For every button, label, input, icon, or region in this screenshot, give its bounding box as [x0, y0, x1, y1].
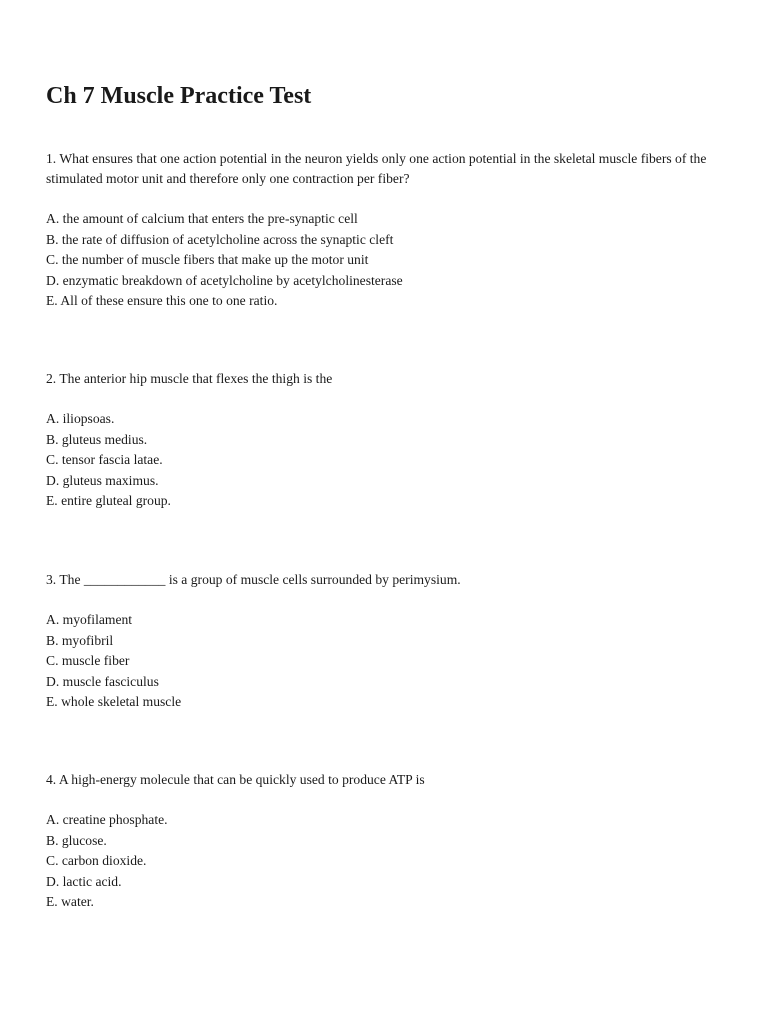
- option-a: A. the amount of calcium that enters the pre-synaptic cell: [46, 211, 358, 226]
- question-text: 2. The anterior hip muscle that flexes the thigh is the: [46, 371, 333, 386]
- option-b: B. gluteus medius.: [46, 431, 148, 447]
- option-d: D. gluteus maximus.: [46, 472, 159, 488]
- option-c: C. carbon dioxide.: [46, 853, 147, 868]
- option-c: C. tensor fascia latae.: [46, 452, 163, 467]
- option-e: E. All of these ensure this one to one ratio.: [46, 293, 278, 308]
- option-a: A. myofilament: [46, 612, 133, 627]
- option-b: B. the rate of diffusion of acetylcholine across the synaptic cleft: [46, 231, 394, 247]
- question-4: [46, 770, 736, 913]
- answer-options: [46, 810, 736, 913]
- option-b: B. glucose.: [46, 832, 107, 848]
- option-e: E. water.: [46, 894, 94, 909]
- page-title: Ch 7 Muscle Practice Test: [46, 83, 312, 109]
- option-d: D. lactic acid.: [46, 873, 122, 889]
- question-text: 4. A high-energy molecule that can be quickly used to produce ATP is: [46, 772, 425, 787]
- option-d: D. enzymatic breakdown of acetylcholine by acetylcholinesterase: [46, 272, 403, 288]
- option-a: A. iliopsoas.: [46, 411, 115, 426]
- option-b: B. myofibril: [46, 632, 114, 648]
- option-d: D. muscle fasciculus: [46, 673, 159, 689]
- option-e: E. entire gluteal group.: [46, 493, 171, 508]
- answer-options: [46, 209, 736, 312]
- question-text: 1. What ensures that one action potential in the neuron yields only one action potential in the skeletal muscle fibers of the stimulated motor unit and therefore only one contraction per fiber?: [46, 151, 707, 186]
- option-c: C. muscle fiber: [46, 653, 130, 668]
- question-text: 3. The ____________ is a group of muscle cells surrounded by perimysium.: [46, 572, 461, 587]
- option-e: E. whole skeletal muscle: [46, 694, 182, 709]
- answer-options: [46, 610, 736, 713]
- option-c: C. the number of muscle fibers that make up the motor unit: [46, 252, 369, 267]
- question-2: [46, 369, 736, 512]
- option-a: A. creatine phosphate.: [46, 812, 168, 827]
- question-3: [46, 570, 736, 713]
- question-1: [46, 149, 736, 312]
- answer-options: [46, 409, 736, 512]
